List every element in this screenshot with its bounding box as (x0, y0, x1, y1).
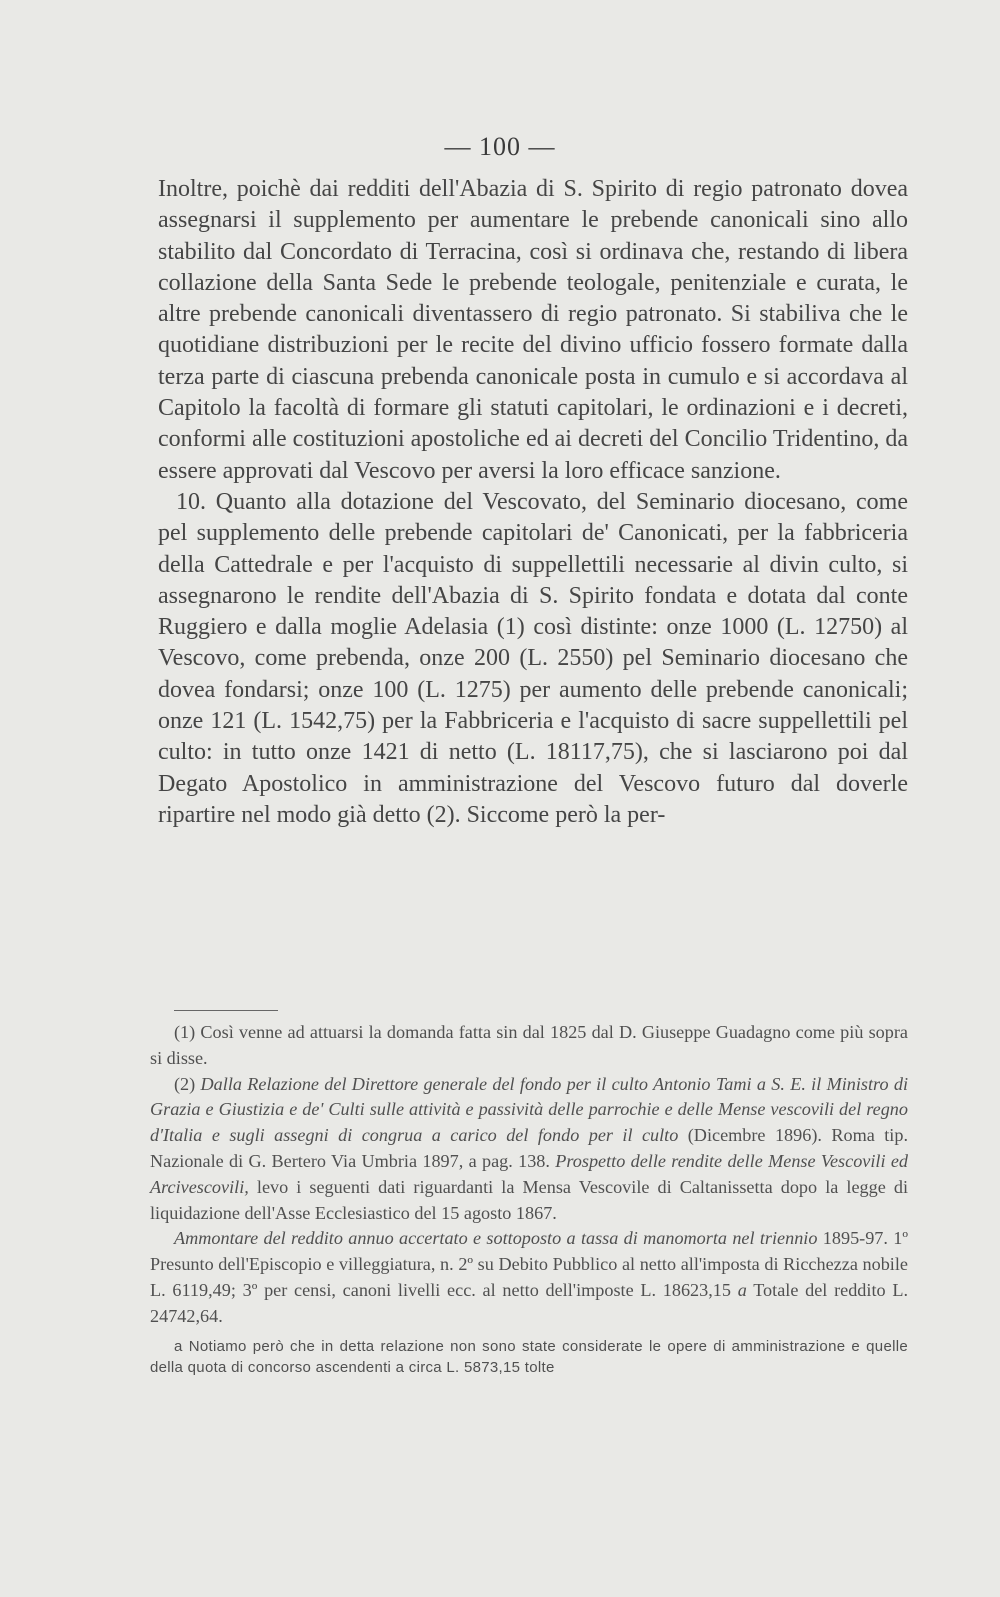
main-text (158, 174, 908, 831)
footnote-2-marker: (2) (174, 1073, 196, 1094)
note-a: a Notiamo però che in detta relazione non sono state considerate le opere di amministrazione e quelle della quota di concorso ascendenti a circa L. 5873,15 tolte (150, 1337, 908, 1376)
footnote-2-text: levo i seguenti dati riguardanti la Mensa Vescovile di Caltanissetta dopo la legge di liquidazione dell'Asse Ecclesiastico del 15 agosto 1867. (150, 1176, 908, 1223)
footnote-2-a-marker: a (737, 1279, 747, 1300)
footnote-2 (150, 1072, 908, 1227)
paragraph-1: Inoltre, poichè dai redditi dell'Abazia di S. Spirito di regio patronato dovea assegnarsi il supplemento per aumentare le prebende canonicali sino allo stabilito dal Concordato di Terracina, così si ordinava che, restando di libera collazione della Santa Sede le prebende teologale, penitenziale e curata, le altre prebende canonicali diventassero di regio patronato. Si stabiliva che le quotidiane distribuzioni per le recite del divino ufficio fossero formate dalla terza parte di ciascuna prebenda canonicale posta in cumulo e si accordava al Capitolo la facoltà di formare gli statuti capitolari, le ordinazioni e i decreti, conformi alle costituzioni apostoliche ed ai decreti del Concilio Tridentino, da essere approvati dal Vescovo per aversi la loro efficace sanzione. (158, 176, 908, 484)
footnote-2-ammontare-heading: Ammontare del reddito annuo accertato e sottoposto a tassa di manomorta nel triennio (174, 1228, 818, 1249)
footnote-2-amounts: 1895-97. 1º Presunto dell'Episcopio e villeggiatura, n. 2º su Debito Pubblico al netto all'imposta di Ricchezza nobile L. 6119,49; 3º per censi, canoni livelli ecc. al netto dell'imposte L. 18623,15 (150, 1228, 909, 1300)
paragraph-2: 10. Quanto alla dotazione del Vescovato, del Seminario diocesano, come pel supplemento delle prebende capitolari de' Canonicati, per la fabbriceria della Cattedrale e per l'acquisto di suppellettili necessarie al divin culto, si assegnarono le rendite dell'Abazia di S. Spirito fondata e dotata dal conte Ruggiero e dalla moglie Adelasia (1) così distinte: onze 1000 (L. 12750) al Vescovo, come prebenda, onze 200 (L. 2550) pel Seminario diocesano che dovea fondarsi; onze 100 (L. 1275) per aumento delle prebende canonicali; onze 121 (L. 1542,75) per la Fabbriceria e l'acquisto di sacre suppellettili pel culto: in tutto onze 1421 di netto (L. 18117,75), che si lasciarono poi dal Degato Apostolico in amministrazione del Vescovo futuro dal doverle ripartire nel modo già detto (2). Siccome però la per- (158, 488, 908, 828)
footnote-2-prospetto-title: Prospetto delle rendite delle Mense Vescovili ed Arcivescovili, (150, 1150, 909, 1197)
footnote-2-source-title: Dalla Relazione del Direttore generale del fondo per il culto Antonio Tami a S. E. il Ministro di Grazia e Giustizia e de' Culti sulle attività e passività delle parrochie e delle Mense vescovili del regno d'Italia e sugli assegni di congrua a carico del fondo per il culto (150, 1073, 909, 1146)
footnote-2-imprint: (Dicembre 1896). Roma tip. Nazionale di G. Bertero Via Umbria 1897, a pag. 138. (150, 1125, 908, 1171)
footnote-divider (174, 1010, 278, 1011)
page-number: — 100 — (444, 132, 556, 161)
footnote-1: (1) Così venne ad attuarsi la domanda fatta sin dal 1825 dal D. Giuseppe Guadagno come più sopra si disse. (150, 1022, 908, 1068)
footnote-2-continuation (150, 1226, 908, 1329)
footnotes (150, 1020, 908, 1378)
footnote-2-total: Totale del reddito L. 24742,64. (150, 1279, 908, 1326)
